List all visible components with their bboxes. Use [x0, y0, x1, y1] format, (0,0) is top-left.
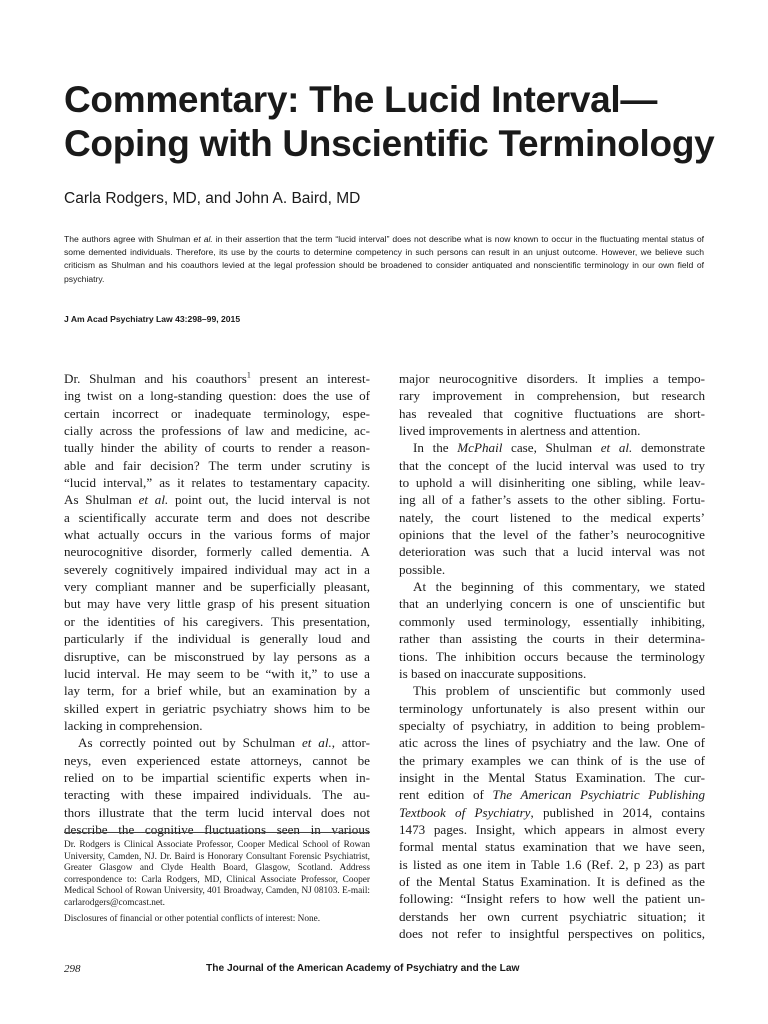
footnote-divider	[64, 832, 370, 833]
disclosures: Disclosures of financial or other potential conflicts of interest: None.	[64, 914, 321, 924]
body-column-right	[399, 370, 705, 942]
body-paragraph: In the McPhail case, Shulman et al. demonstrate that the concept of the lucid interval was used to try to uphold a will disinheriting one sibling, while leav- ing all of a father’s assets to the other sibling. Fortu- nately, the court listened to the medical experts’ opinions that the level of the father’s neurocognitive deterioration was such that a lucid interval was not possible.	[399, 440, 706, 577]
body-column-left	[64, 370, 370, 838]
citation-line: J Am Acad Psychiatry Law 43:298–99, 2015	[64, 314, 241, 324]
page-number: 298	[64, 963, 81, 975]
journal-name: The Journal of the American Academy of Psychiatry and the Law	[206, 963, 520, 974]
reference-marker: 1	[246, 370, 251, 380]
author-list: Carla Rodgers, MD, and John A. Baird, MD	[64, 190, 361, 207]
author-affiliations: Dr. Rodgers is Clinical Associate Professor, Cooper Medical School of Rowan University, Camden, NJ. Dr. Baird is Honorary Consultant Forensic Psychiatrist, Greater Glasgow and Clyde Health Board, Glasgow, Scotland. Address correspondence to: Carla Rodgers, MD, Clinical Associate Professor, Cooper Medical School of Rowan University, 401 Broadway, Camden, NJ 08103. E-mail: carlarodgers@comcast.net.	[64, 840, 370, 908]
body-paragraph: This problem of unscientific but commonly used terminology unfortunately is also present within our specialty of psychiatry, in addition to being problem- atic across the lines of psychiatry and the law. One of the primary examples we can think of is the use of insight in the Mental Status Examination. The cur- rent edition of The American Psychiatric Publishing Textbook of Psychiatry, published in 2014, contains 1473 pages. Insight, which appears in almost every formal mental status examination that we have seen, is listed as one item in Table 1.6 (Ref. 2, p 23) as part of the Mental Status Examination. It is defined as the following: “Insight refers to how well the patient un- derstands her own current psychiatric situation; it does not refer to insightful perspectives on politics,	[399, 683, 705, 941]
body-paragraph: As correctly pointed out by Schulman et al., attor- neys, even experienced estate attorneys, cannot be relied on to be impartial scientific experts when in- teracting with these impaired individuals. The au- thors illustrate that the term lucid interval does not describe the cognitive fluctuations seen in various	[64, 735, 371, 837]
title-line-1: Commentary: The Lucid Interval—	[64, 79, 658, 120]
body-paragraph: At the beginning of this commentary, we stated that an underlying concern is one of unscientific but commonly used terminology, essentially inhibiting, rather than assisting the courts in their determina- tions. The inhibition occurs because the terminology is based on inaccurate suppositions.	[399, 579, 705, 681]
footnotes	[64, 840, 370, 931]
abstract: The authors agree with Shulman et al. in their assertion that the term “lucid interval” does not describe what is now known to occur in the fluctuating mental status of some demented individuals. Therefore, its use by the courts to determine competency in such persons can result in an unjust outcome. However, we believe such criticism as Shulman and his coauthors levied at the legal profession should be broadened to consider antiquated and nonscientific terminology in our own field of psychiatry.	[64, 234, 705, 284]
title-line-2: Coping with Unscientific Terminology	[64, 123, 715, 164]
book-title: Textbook of Psychiatry	[399, 804, 531, 820]
body-paragraph: major neurocognitive disorders. It implies a tempo- rary improvement in comprehension, but research has revealed that cognitive fluctuations are short- lived improvements in alertness and attention.	[399, 371, 705, 439]
article-title	[64, 78, 724, 166]
book-title: The American Psychiatric Publishing	[492, 787, 705, 803]
body-paragraph: Dr. Shulman and his coauthors$^1$ present an interest- ing twist on a long-standing question: does the use of certain incorrect or inadequate terminology, espe- cially across the professions of law and medicine, ac- tually hinder the ability of courts to render a reason- able and fair decision? The term under scrutiny is “lucid interval,” as it relates to testamentary capacity. As Shulman et al. point out, the lucid interval is not a scientifically accurate term and does not describe what actually occurs in the various forms of major neurocognitive disorder, formerly called dementia. A severely cognitively impaired individual may act in a very compliant manner and be superficially pleasant, but may have very little grasp of his present situation or the identities of his caregivers. This presentation, particularly if the individual is generally loud and disruptive, can be misconstrued by lay persons as a lucid interval. He may seem to be “with it,” to use a lay term, for a brief while, but an examination by a skilled expert in geriatric psychiatry shows him to be lacking in comprehension.	[64, 370, 371, 733]
